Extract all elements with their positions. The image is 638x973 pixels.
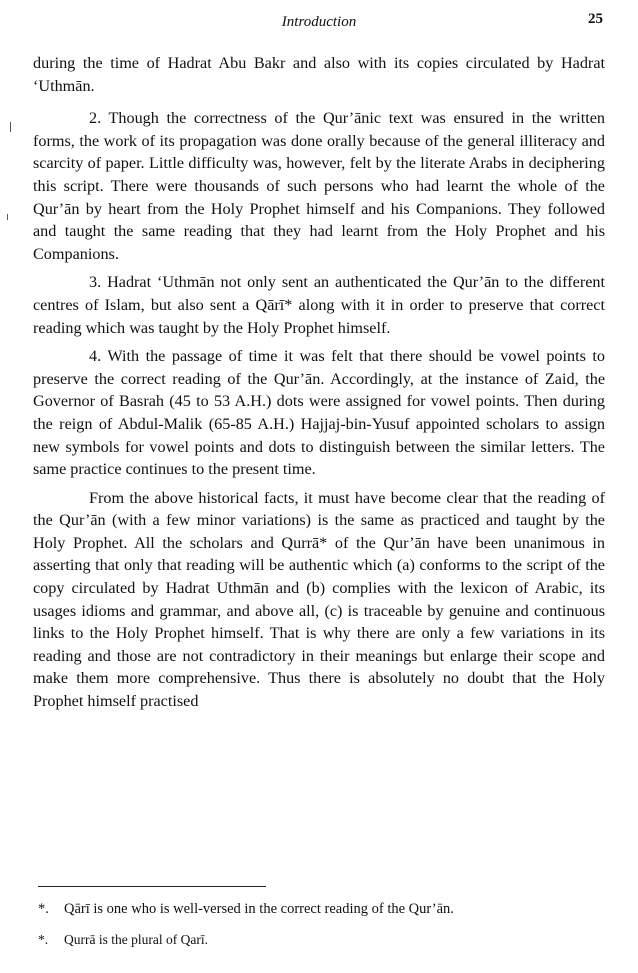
- margin-mark: [10, 122, 11, 132]
- page-number: 25: [588, 11, 603, 27]
- paragraph-3: 3. Hadrat ‘Uthmān not only sent an authenticated the Qur’ān to the different centres of Islam, but also sent a Qārī* along with it in order to preserve that correct reading which was taught by the Holy Prophet himself.: [33, 273, 605, 337]
- footnote-mark: *.: [38, 932, 49, 947]
- paragraph-4: 4. With the passage of time it was felt that there should be vowel points to preserve the correct reading of the Qur’ān. Accordingly, at the instance of Zaid, the Governor of Basrah (45 to 53 A.H.) dots were assigned for vowel points. Then during the reign of Abdul-Malik (65-85 A.H.) Hajjaj-bin-Yusuf appointed scholars to assign new symbols for vowel points and dots to distinguish between the similar letters. The same practice continues to the present time.: [33, 347, 605, 479]
- footnote-text: Qurrā is the plural of Qarī.: [64, 932, 208, 947]
- body-text: [33, 52, 605, 719]
- paragraph-5: From the above historical facts, it must have become clear that the reading of the Qur’ān (with a few minor variations) is the same as practiced and taught by the Holy Prophet. All the scholars and Qurrā* of the Qur’ān have been unanimous in asserting that only that reading will be authentic which (a) conforms to the script of the copy circulated by Hadrat Uthmān and (b) complies with the lexicon of Arabic, its usages idioms and grammar, and above all, (c) is traceable by genuine and continuous links to the Holy Prophet himself. That is why there are only a few variations in its reading and those are not contradictory in their meanings but enlarge their scope and make them more comprehensive. Thus there is absolutely no doubt that the Holy Prophet himself practised: [33, 488, 605, 711]
- footnote-text: Qārī is one who is well-versed in the correct reading of the Qur’ān.: [64, 901, 454, 917]
- footnote-rule: [38, 886, 266, 887]
- footnote-2: [38, 930, 608, 950]
- footnotes: [38, 899, 608, 961]
- margin-mark: [7, 214, 8, 220]
- footnote-1: [38, 899, 608, 919]
- running-head: Introduction: [281, 14, 357, 30]
- footnote-mark: *.: [38, 901, 49, 917]
- paragraph-continued: during the time of Hadrat Abu Bakr and also with its copies circulated by Hadrat ‘Uthmān.: [33, 54, 605, 95]
- paragraph-2: 2. Though the correctness of the Qur’ānic text was ensured in the written forms, the work of its propagation was done orally because of the general illiteracy and scarcity of paper. Little difficulty was, however, felt by the literate Arabs in deciphering this script. There were thousands of such persons who had learnt the whole of the Qur’ān by heart from the Holy Prophet himself and his Companions. They followed and taught the same reading that they had learnt from the Holy Prophet and his Companions.: [33, 109, 605, 263]
